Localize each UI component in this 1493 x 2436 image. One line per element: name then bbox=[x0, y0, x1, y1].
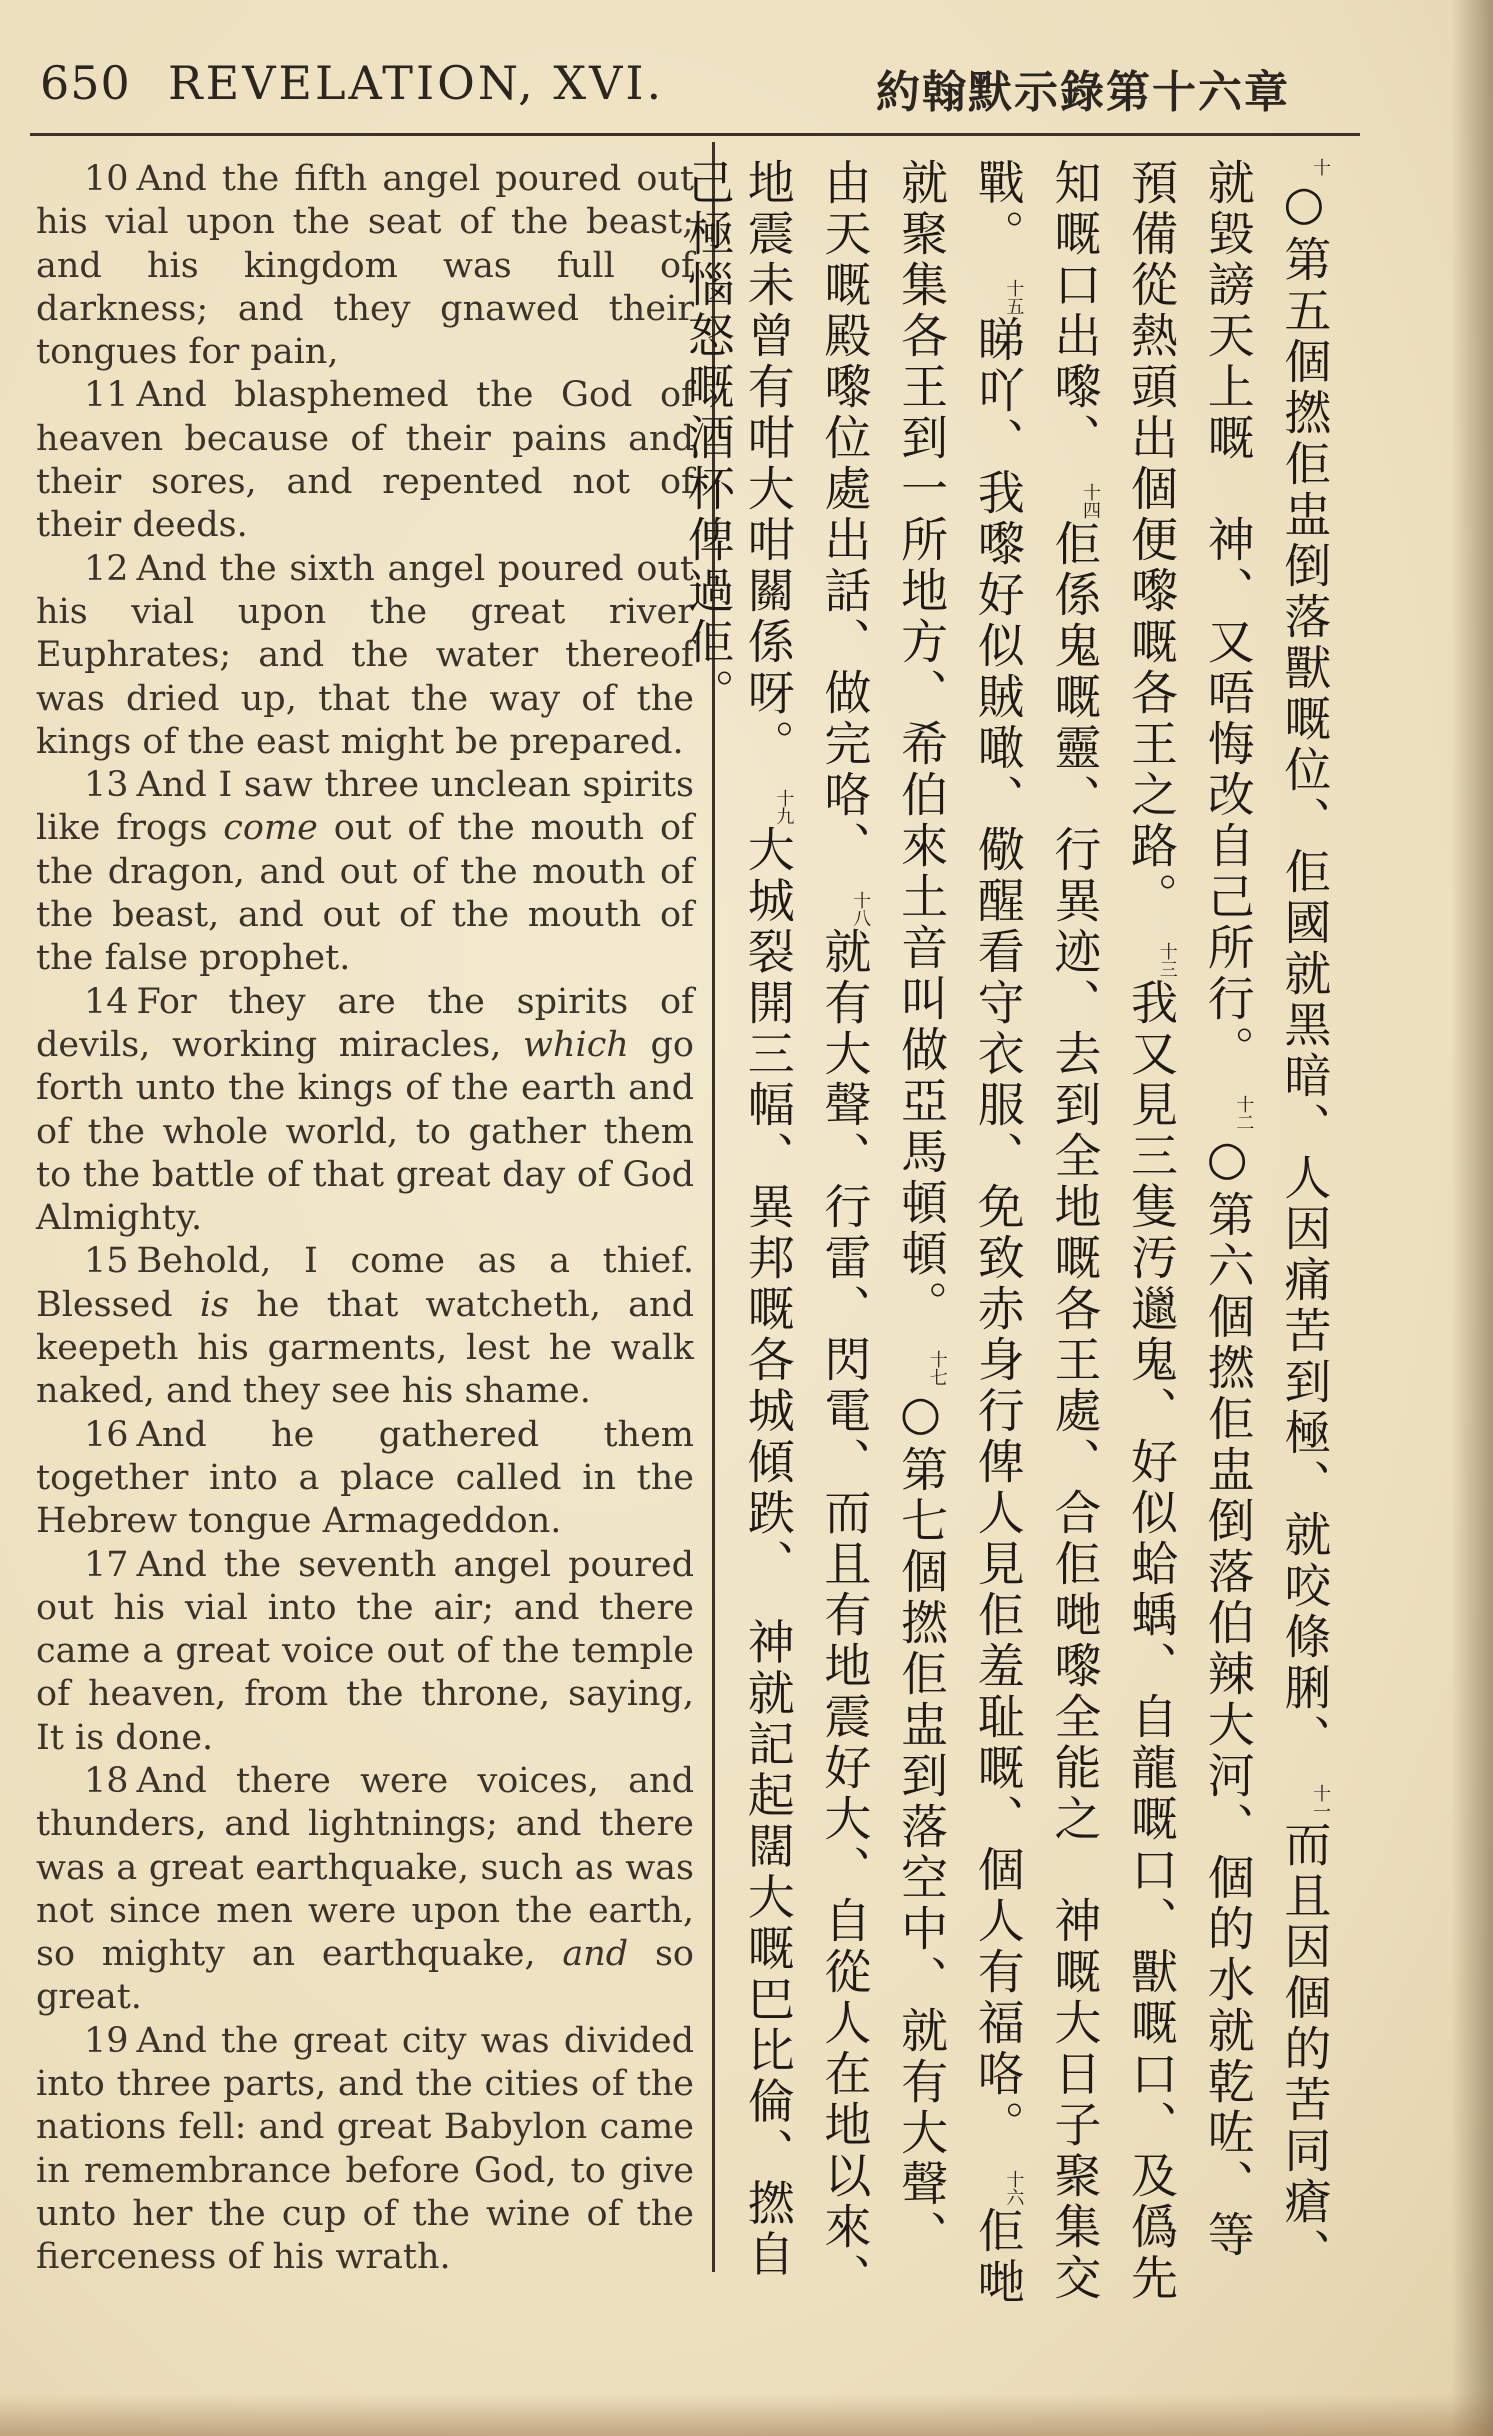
english-column bbox=[36, 158, 694, 2280]
chinese-column bbox=[679, 158, 1350, 2308]
verse-16: 16 And he gathered them together into a place called in the Hebrew tongue Armageddon. bbox=[36, 1414, 694, 1542]
verse-11: 11 And blasphemed the God of heaven because of their pains and their sores, and repented not of their deeds. bbox=[36, 375, 694, 546]
chinese-running-title: 約翰默示錄第十六章 bbox=[876, 67, 1290, 118]
chinese-verse-13: $^{十三}$我又見三隻汚邋鬼、好似蛤蝺、自龍嘅口、獸嘅口、及僞先知嘅口出嚟、 bbox=[1046, 158, 1179, 2304]
page-number: 650 bbox=[40, 56, 131, 110]
page-edge-shadow bbox=[1451, 0, 1493, 2436]
verse-13: 13 And I saw three unclean spirits like frogs come out of the mouth of the dragon, and out of the mouth of the beast, and out of the mouth of the false prophet. bbox=[36, 765, 694, 979]
chinese-verse-16: $^{十六}$佢哋就聚集各王到一所地方、希伯來土音叫做亞馬頓頓。 bbox=[893, 158, 1025, 2308]
verse-12: 12 And the sixth angel poured out his vial upon the great river Euphrates; and the water thereof was dried up, that the way of the kings of the east might be prepared. bbox=[36, 548, 694, 762]
chinese-verse-15: $^{十五}$睇吖、我嚟好似賊噉、儆醒看守衣服、免致赤身行俾人見佢羞耻嘅、個人有福咯。 bbox=[969, 278, 1025, 2151]
chinese-verse-12: $^{十二}$○第六個撚佢盅倒落伯辣大河、個的水就乾咗、等預備從熱頭出個便嚟嘅各王之路。 bbox=[1123, 158, 1255, 2261]
verse-10: 10 And the fifth angel poured out his vial upon the seat of the beast; and his kingdom was full of darkness; and they gnawed their tongues for pain, bbox=[36, 159, 694, 373]
chinese-verse-18: $^{十八}$就有大聲、行雷、閃電、而且有地震好大、自從人在地以來、地震未曾有咁大咁關係呀。 bbox=[739, 158, 872, 2304]
chinese-verse-14: $^{十四}$佢係鬼嘅靈、行異迹、去到全地嘅各王處、合佢哋嚟全能之 神嘅大日子聚集交戰。 bbox=[969, 158, 1102, 2304]
verse-15: 15 Behold, I come as a thief. Blessed is he that watcheth, and keepeth his garments, lest he walk naked, and they see his shame. bbox=[36, 1241, 694, 1412]
verse-17: 17 And the seventh angel poured out his vial into the air; and there came a great voice out of the temple of heaven, from the throne, saying, It is done. bbox=[36, 1544, 694, 1758]
verse-19: 19 And the great city was divided into three parts, and the cities of the nations fell: and great Babylon came in remembrance before God, to give unto her the cup of the wine of the fierceness of his wrath. bbox=[36, 2020, 694, 2278]
header-rule bbox=[30, 133, 1360, 136]
page-bottom-shadow bbox=[0, 2394, 1493, 2436]
verse-14: 14 For they are the spirits of devils, working miracles, which go forth unto the kings of the earth and of the whole world, to gather them to the battle of that great day of God Almighty. bbox=[36, 981, 694, 1239]
chinese-verse-17: $^{十七}$○第七個撚佢盅到落空中、就有大聲、由天嘅殿嚟位處出話、做完咯、 bbox=[816, 158, 949, 2261]
chinese-verse-19: $^{十九}$大城裂開三幅、異邦嘅各城傾跌、 神就記起闊大嘅巴比倫、撚自己極惱怒嘅酒杯俾過佢。 bbox=[679, 158, 795, 2281]
running-title: REVELATION, XVI. bbox=[168, 56, 665, 110]
chinese-verse-11: $^{十一}$而且因個的苦同瘡、就毀謗天上嘅 神、又唔悔改自己所行。 bbox=[1199, 158, 1332, 2279]
chinese-verse-10: $^十$○第五個撚佢盅倒落獸嘅位、佢國就黑暗、人因痛苦到極、就咬條脷、 bbox=[1276, 158, 1332, 1765]
verse-18: 18 And there were voices, and thunders, and lightnings; and there was a great earthquake, such as was not since men were upon the earth, so mighty an earthquake, and so great. bbox=[36, 1760, 694, 2018]
page-header bbox=[30, 56, 1410, 116]
